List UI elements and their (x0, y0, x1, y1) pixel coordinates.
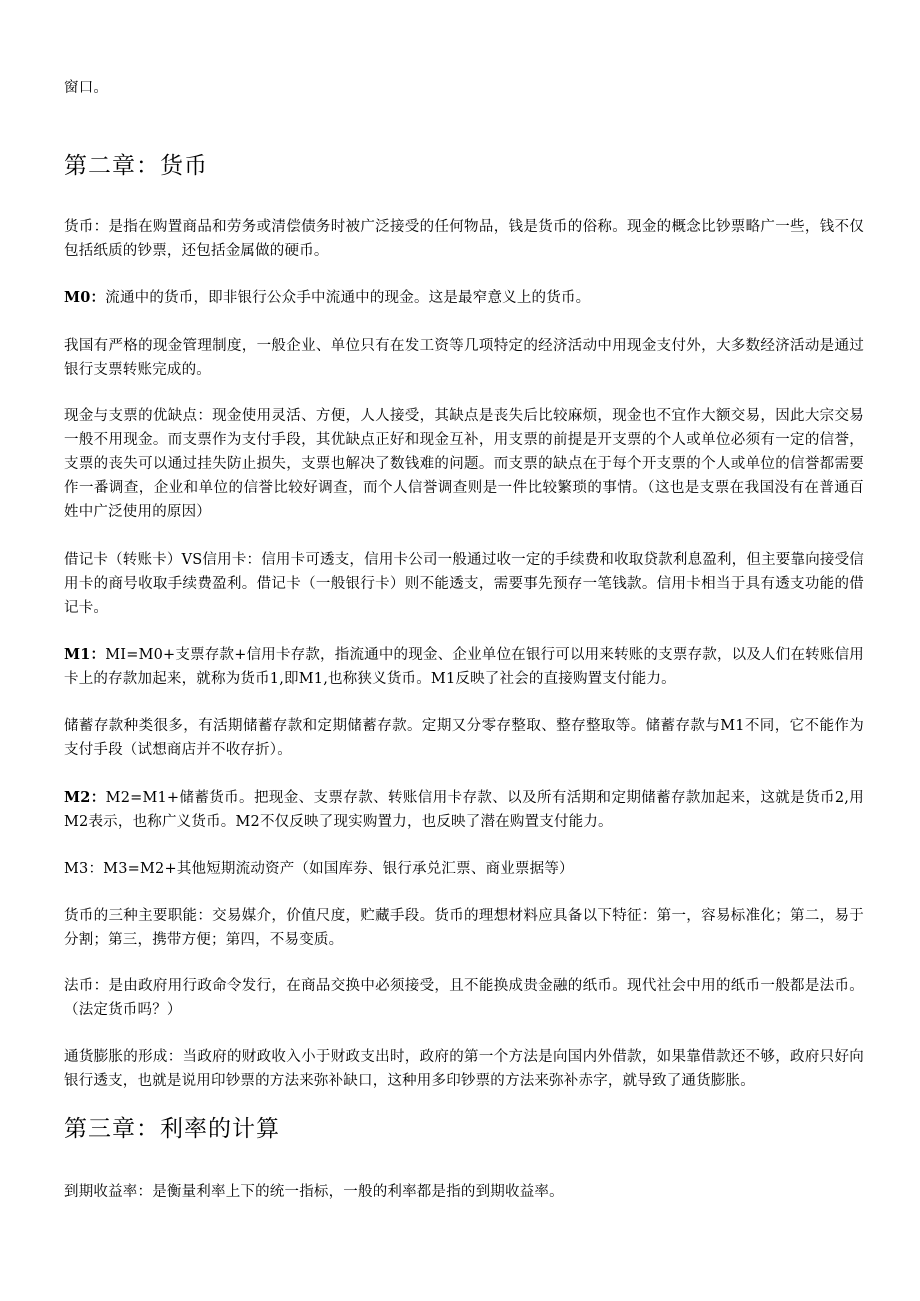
paragraph-cash-management: 我国有严格的现金管理制度，一般企业、单位只有在发工资等几项特定的经济活动中用现金支付外，大多数经济活动是通过银行支票转账完成的。 (64, 338, 864, 378)
m2-text: M2=M1+储蓄货币。把现金、支票存款、转账信用卡存款、以及所有活期和定期储蓄存款加起来，这就是货币2,用M2表示，也称广义货币。M2不仅反映了现实购置力，也反映了潜在购置支付能力。 (64, 790, 864, 830)
m0-label: M0： (64, 289, 106, 306)
paragraph-fiat-money: 法币：是由政府用行政命令发行，在商品交换中必须接受，且不能换成贵金融的纸币。现代社会中用的纸币一般都是法币。（法定货币吗？） (64, 978, 864, 1018)
paragraph-inflation: 通货膨胀的形成：当政府的财政收入小于财政支出时，政府的第一个方法是向国内外借款，如果靠借款还不够，政府只好向银行透支，也就是说用印钞票的方法来弥补缺口，这种用多印钞票的方法来弥补赤字，就导致了通货膨胀。 (64, 1049, 864, 1089)
paragraph-currency-definition: 货币：是指在购置商品和劳务或清偿债务时被广泛接受的任何物品，钱是货币的俗称。现金的概念比钞票略广一些，钱不仅包括纸质的钞票，还包括金属做的硬币。 (64, 219, 864, 259)
m0-text: 流通中的货币，即非银行公众手中流通中的现金。这是最窄意义上的货币。 (105, 290, 591, 306)
chapter-2-heading: 第二章：货币 (64, 153, 208, 179)
m1-label: M1： (64, 646, 106, 663)
m2-label: M2： (64, 789, 106, 806)
paragraph-money-functions: 货币的三种主要职能：交易媒介，价值尺度，贮藏手段。货币的理想材料应具备以下特征：第一，容易标准化；第二，易于分割；第三，携带方便；第四，不易变质。 (64, 908, 864, 948)
paragraph-m3: M3：M3=M2+其他短期流动资产（如国库券、银行承兑汇票、商业票据等） (64, 861, 574, 877)
paragraph-savings: 储蓄存款种类很多，有活期储蓄存款和定期储蓄存款。定期又分零存整取、整存整取等。储蓄存款与M1不同，它不能作为支付手段（试想商店并不收存折）。 (64, 718, 864, 758)
fragment-line: 窗口。 (64, 80, 109, 96)
paragraph-m1 (64, 643, 864, 691)
chapter-3-heading: 第三章：利率的计算 (64, 1116, 280, 1142)
paragraph-cash-vs-check: 现金与支票的优缺点：现金使用灵活、方便，人人接受，其缺点是丧失后比较麻烦，现金也不宜作大额交易，因此大宗交易一般不用现金。而支票作为支付手段，其优缺点正好和现金互补，用支票的前提是开支票的个人或单位必须有一定的信誉，支票的丧失可以通过挂失防止损失，支票也解决了数钱难的问题。而支票的缺点在于每个开支票的个人或单位的信誉都需要作一番调查，企业和单位的信誉比较好调查，而个人信誉调查则是一件比较繁琐的事情。（这也是支票在我国没有在普通百姓中广泛使用的原因） (64, 408, 864, 520)
paragraph-m2 (64, 786, 864, 834)
m1-text: MI=M0+支票存款+信用卡存款，指流通中的现金、企业单位在银行可以用来转账的支票存款，以及人们在转账信用卡上的存款加起来，就称为货币1,即M1,也称狭义货币。M1反映了社会的直接购置支付能力。 (64, 647, 864, 687)
paragraph-yield-to-maturity: 到期收益率：是衡量利率上下的统一指标，一般的利率都是指的到期收益率。 (64, 1184, 564, 1200)
paragraph-m0 (64, 286, 864, 310)
paragraph-debit-vs-credit: 借记卡（转账卡）VS信用卡：信用卡可透支，信用卡公司一般通过收一定的手续费和收取贷款利息盈利，但主要靠向接受信用卡的商号收取手续费盈利。借记卡（一般银行卡）则不能透支，需要事先预存一笔钱款。信用卡相当于具有透支功能的借记卡。 (64, 552, 864, 616)
